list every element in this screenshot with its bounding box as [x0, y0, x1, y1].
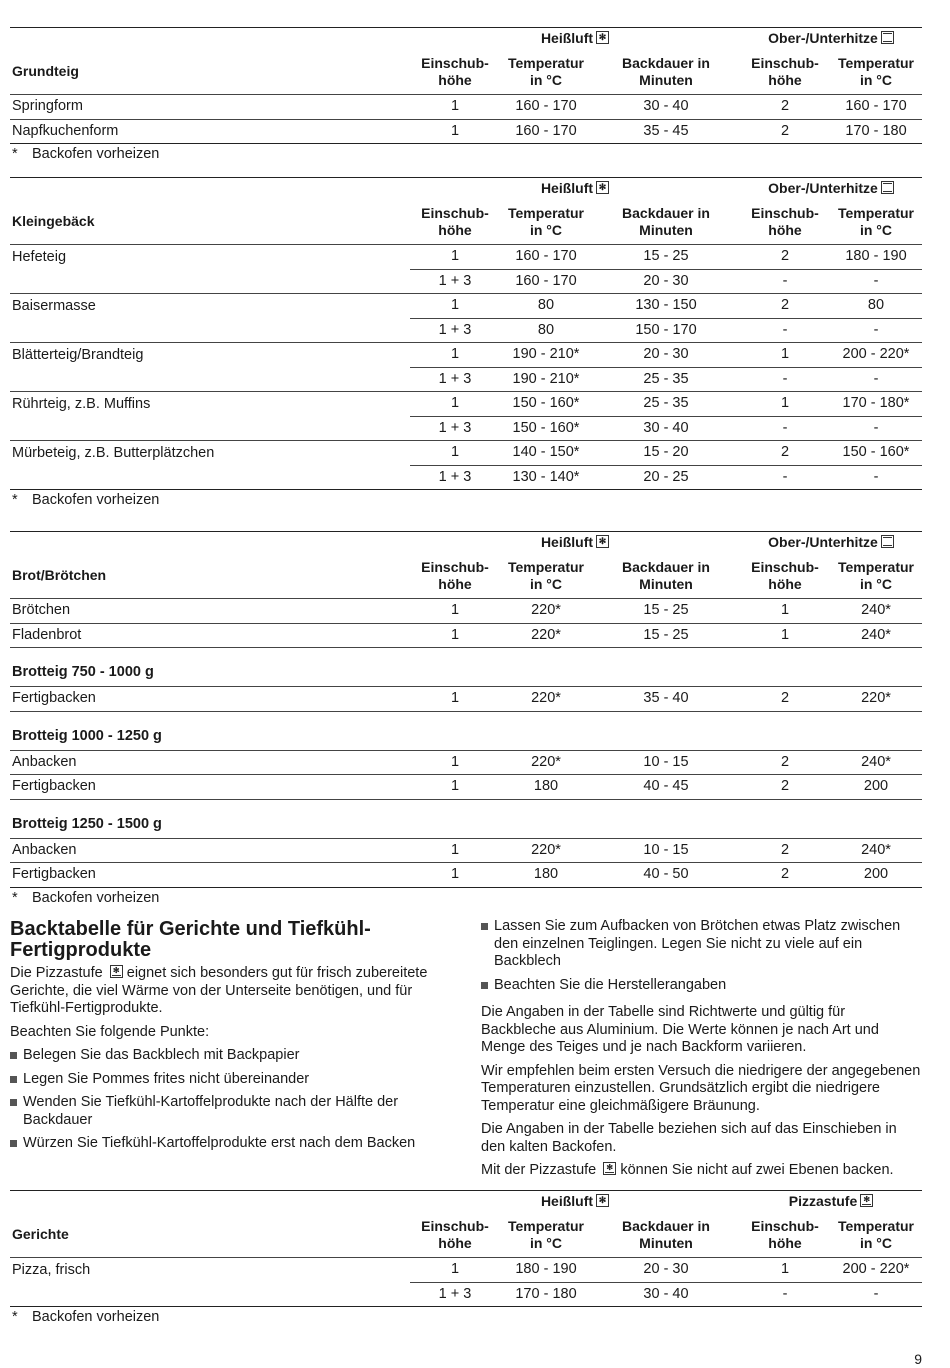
table-cell: 15 - 20 [592, 441, 740, 466]
table-cell: 20 - 30 [592, 269, 740, 294]
table-cell: - [830, 1282, 922, 1307]
table-title: Brot/Brötchen [10, 553, 410, 599]
footnote: * Backofen vorheizen [12, 146, 160, 162]
table-cell: 170 - 180 [830, 119, 922, 144]
section-heading: Brotteig 750 - 1000 g [10, 648, 922, 687]
table-row [10, 775, 922, 800]
table-brot [10, 531, 922, 906]
col-temperatur: Temperatur in °C [500, 199, 592, 245]
table-cell: 1 + 3 [410, 269, 500, 294]
table-row [10, 367, 922, 392]
table-row [10, 687, 922, 712]
table-cell: 170 - 180* [830, 392, 922, 417]
list-item: Beachten Sie die Herstellerangaben [481, 977, 923, 995]
table-cell: 10 - 15 [592, 838, 740, 863]
table-cell: 15 - 25 [643, 248, 689, 265]
group-ober-unterhitze: Ober-/Unterhitze [740, 532, 922, 554]
col-temperatur: Temperatur in °C [500, 49, 592, 95]
col-backdauer: Backdauer in Minuten [592, 553, 740, 599]
table-cell: 1 [410, 687, 500, 712]
row-label: Blätterteig/Brandteig [10, 343, 410, 368]
table-row [10, 623, 922, 648]
row-label: Fertigbacken [10, 863, 410, 888]
table-row [10, 1258, 922, 1283]
group-pizzastufe: Pizzastufe✻ [740, 1191, 922, 1213]
table-cell: 220* [500, 623, 592, 648]
table-cell: 2 [740, 750, 830, 775]
row-label: Fladenbrot [10, 623, 410, 648]
table-cell: 240* [830, 838, 922, 863]
table-title: Kleingebäck [10, 199, 410, 245]
table-cell: 1 [740, 343, 830, 368]
row-label: Mürbeteig, z.B. Butterplätzchen [10, 441, 410, 466]
col-temperatur: Temperatur in °C [830, 553, 922, 599]
table-cell: 1 [410, 775, 500, 800]
table-row [10, 441, 922, 466]
section-heading: Brotteig 1000 - 1250 g [10, 711, 922, 750]
table-cell: 150 - 160* [500, 416, 592, 441]
row-label: Rührteig, z.B. Muffins [10, 392, 410, 417]
table-cell: 2 [780, 248, 790, 265]
row-label: Springform [12, 98, 83, 115]
pizza-setting-icon [603, 1162, 616, 1175]
left-column [10, 965, 450, 1159]
table-cell: 2 [740, 119, 830, 144]
table-cell: 30 - 40 [592, 416, 740, 441]
col-einschub: Einschub- höhe [740, 49, 830, 95]
row-label: Anbacken [10, 838, 410, 863]
table-cell: - [740, 416, 830, 441]
table-row [10, 294, 922, 319]
section-title: Backtabelle für Gerichte und Tiefkühl-Fertigprodukte [10, 918, 371, 961]
table-row [10, 750, 922, 775]
list-item: Wenden Sie Tiefkühl-Kartoffelprodukte nach der Hälfte der Backdauer [10, 1094, 450, 1129]
group-heissluft: Heißluft✻ [410, 1191, 740, 1213]
fan-icon [596, 31, 609, 44]
table-cell: 1 + 3 [410, 318, 500, 343]
table-cell: 2 [780, 98, 790, 115]
table-cell: 220* [500, 750, 592, 775]
table-cell: 25 - 35 [592, 367, 740, 392]
table-cell: 1 + 3 [410, 1282, 500, 1307]
table-cell: 180 [500, 863, 592, 888]
table-cell: 30 - 40 [643, 98, 689, 115]
table-row [10, 599, 922, 624]
table-cell: 220* [500, 687, 592, 712]
paragraph: Wir empfehlen beim ersten Versuch die niedrigere der angegebenen Temperaturen einzustellen. Grundsätzlich ergibt die niedrigere Temperatur eine gleichmäßigere Bräunung. [481, 1062, 921, 1114]
table-title: Grundteig [10, 49, 410, 95]
table-cell: 15 - 25 [643, 602, 689, 619]
row-label: Napfkuchenform [10, 119, 410, 144]
table-cell: 150 - 160* [830, 441, 922, 466]
row-label [10, 269, 410, 294]
table-cell: 170 - 180 [500, 1282, 592, 1307]
table-cell: 130 - 140* [500, 465, 592, 490]
table-cell: 1 [410, 838, 500, 863]
table-cell: - [830, 318, 922, 343]
table-cell: 200 - 220* [830, 343, 922, 368]
col-backdauer: Backdauer in Minuten [592, 199, 740, 245]
table-cell: 140 - 150* [500, 441, 592, 466]
table-grundteig [10, 27, 922, 162]
list-item: Belegen Sie das Backblech mit Backpapier [10, 1047, 450, 1065]
table-cell: 220* [500, 838, 592, 863]
fan-icon [596, 1194, 609, 1207]
table-cell: 1 + 3 [410, 465, 500, 490]
table-kleingebaeck [10, 177, 922, 508]
table-cell: 25 - 35 [592, 392, 740, 417]
table-cell: 160 - 170 [515, 248, 577, 265]
list-item: Würzen Sie Tiefkühl-Kartoffelprodukte erst nach dem Backen [10, 1135, 450, 1153]
footnote: * Backofen vorheizen [12, 1309, 160, 1325]
table-cell: 2 [740, 863, 830, 888]
table-cell: 1 [410, 441, 500, 466]
table-cell: 190 - 210* [500, 367, 592, 392]
intro-paragraph: Die Pizzastufe ✻ eignet sich besonders gut für frisch zubereitete Gerichte, die viel Wärme von der Unterseite benötigen, und für Tiefkühl-Fertigprodukte. [10, 965, 450, 1018]
table-row [10, 392, 922, 417]
table-gerichte [10, 1190, 922, 1325]
table-cell: 1 [740, 623, 830, 648]
table-cell: 35 - 45 [592, 119, 740, 144]
table-cell: 20 - 25 [592, 465, 740, 490]
table-cell: 180 - 190 [515, 1261, 577, 1278]
footnote: * Backofen vorheizen [12, 889, 160, 906]
col-einschub: Einschub- höhe [740, 1212, 830, 1258]
table-title: Gerichte [10, 1212, 410, 1258]
table-cell: 200 [830, 775, 922, 800]
table-cell: 1 [450, 248, 460, 265]
pizza-setting-icon [860, 1194, 873, 1207]
table-cell: 1 [450, 602, 460, 619]
table-row [10, 245, 922, 270]
table-cell: 1 + 3 [410, 416, 500, 441]
col-einschub: Einschub- höhe [410, 49, 500, 95]
table-cell: 1 [410, 750, 500, 775]
col-temperatur: Temperatur in °C [830, 1212, 922, 1258]
table-cell: - [830, 269, 922, 294]
fan-icon [596, 535, 609, 548]
col-einschub: Einschub- höhe [740, 553, 830, 599]
row-label: Brötchen [12, 602, 71, 619]
table-cell: 1 [410, 294, 500, 319]
col-einschub: Einschub- höhe [410, 553, 500, 599]
table-cell: 2 [740, 838, 830, 863]
top-bottom-heat-icon [881, 31, 894, 44]
fan-icon [596, 181, 609, 194]
row-label [10, 1282, 410, 1307]
table-cell: 160 - 170 [515, 98, 577, 115]
col-temperatur: Temperatur in °C [500, 553, 592, 599]
table-cell: 200 [830, 863, 922, 888]
table-cell: 20 - 30 [592, 343, 740, 368]
table-cell: 160 - 170 [845, 98, 907, 115]
col-temperatur: Temperatur in °C [830, 49, 922, 95]
table-cell: - [740, 367, 830, 392]
table-cell: - [830, 416, 922, 441]
row-label [10, 465, 410, 490]
table-cell: 2 [740, 441, 830, 466]
table-row [10, 838, 922, 863]
top-bottom-heat-icon [881, 181, 894, 194]
row-label: Hefeteig [12, 248, 67, 265]
table-cell: - [740, 1282, 830, 1307]
table-row [10, 863, 922, 888]
col-einschub: Einschub- höhe [410, 199, 500, 245]
group-heissluft: Heißluft✻ [410, 178, 740, 200]
table-cell: 1 [780, 602, 790, 619]
table-cell: 35 - 40 [592, 687, 740, 712]
table-cell: 1 + 3 [410, 367, 500, 392]
row-label [10, 367, 410, 392]
table-cell: 130 - 150 [592, 294, 740, 319]
group-heissluft: Heißluft✻ [410, 28, 740, 50]
table-cell: 40 - 45 [592, 775, 740, 800]
table-cell: 1 [780, 1261, 790, 1278]
col-einschub: Einschub- höhe [410, 1212, 500, 1258]
row-label [10, 416, 410, 441]
table-cell: 80 [500, 318, 592, 343]
col-temperatur: Temperatur in °C [830, 199, 922, 245]
table-cell: 20 - 30 [643, 1261, 689, 1278]
table-cell: 15 - 25 [592, 623, 740, 648]
table-cell: 240* [861, 602, 891, 619]
table-cell: 10 - 15 [592, 750, 740, 775]
table-row [10, 1282, 922, 1307]
top-bottom-heat-icon [881, 535, 894, 548]
table-cell: - [830, 465, 922, 490]
table-row [10, 269, 922, 294]
table-row [10, 95, 922, 120]
paragraph: Mit der Pizzastufe ✻ können Sie nicht auf zwei Ebenen backen. [481, 1162, 923, 1180]
table-cell: 240* [830, 623, 922, 648]
table-cell: 2 [740, 687, 830, 712]
col-backdauer: Backdauer in Minuten [592, 1212, 740, 1258]
row-label [10, 318, 410, 343]
row-label: Pizza, frisch [12, 1261, 91, 1278]
table-cell: - [830, 367, 922, 392]
list-item: Lassen Sie zum Aufbacken von Brötchen etwas Platz zwischen den einzelnen Teiglingen. Legen Sie nicht zu viele auf ein Backblech [481, 918, 923, 971]
table-cell: - [740, 465, 830, 490]
table-cell: 150 - 170 [592, 318, 740, 343]
table-row [10, 416, 922, 441]
paragraph: Die Angaben in der Tabelle beziehen sich auf das Einschieben in den kalten Backofen. [481, 1121, 897, 1155]
table-row [10, 119, 922, 144]
table-row [10, 318, 922, 343]
group-heissluft: Heißluft✻ [410, 532, 740, 554]
note-text: Beachten Sie folgende Punkte: [10, 1023, 210, 1040]
table-cell: 80 [500, 294, 592, 319]
table-cell: 40 - 50 [592, 863, 740, 888]
paragraph: Die Angaben in der Tabelle sind Richtwerte und gültig für Backbleche aus Aluminium. Die Werte können je nach Art und Menge des Teiges und je nach Backform variieren. [481, 1004, 879, 1055]
row-label: Baisermasse [10, 294, 410, 319]
right-column [481, 918, 923, 1186]
footnote: * Backofen vorheizen [12, 492, 160, 508]
table-cell: 190 - 210* [500, 343, 592, 368]
table-cell: 180 [500, 775, 592, 800]
table-cell: 1 [410, 392, 500, 417]
row-label: Fertigbacken [10, 775, 410, 800]
table-cell: 200 - 220* [842, 1261, 910, 1278]
col-backdauer: Backdauer in Minuten [592, 49, 740, 95]
table-row [10, 343, 922, 368]
table-cell: 150 - 160* [500, 392, 592, 417]
table-cell: 1 [740, 392, 830, 417]
pizza-setting-icon [110, 965, 123, 978]
table-cell: 220* [830, 687, 922, 712]
table-cell: 180 - 190 [845, 248, 907, 265]
table-cell: - [740, 269, 830, 294]
col-einschub: Einschub- höhe [740, 199, 830, 245]
group-ober-unterhitze: Ober-/Unterhitze [740, 28, 922, 50]
table-cell: 2 [740, 294, 830, 319]
table-cell: 1 [450, 98, 460, 115]
row-label: Fertigbacken [10, 687, 410, 712]
row-label: Anbacken [10, 750, 410, 775]
table-cell: - [740, 318, 830, 343]
table-cell: 30 - 40 [592, 1282, 740, 1307]
table-cell: 1 [410, 119, 500, 144]
table-cell: 1 [450, 1261, 460, 1278]
section-heading: Brotteig 1250 - 1500 g [10, 799, 922, 838]
table-cell: 80 [830, 294, 922, 319]
table-cell: 240* [830, 750, 922, 775]
page-number: 9 [914, 1351, 922, 1367]
table-row [10, 465, 922, 490]
table-cell: 2 [740, 775, 830, 800]
table-cell: 220* [531, 602, 561, 619]
table-cell: 160 - 170 [500, 119, 592, 144]
list-item: Legen Sie Pommes frites nicht übereinander [10, 1071, 450, 1089]
table-cell: 160 - 170 [500, 269, 592, 294]
table-cell: 1 [410, 863, 500, 888]
table-cell: 1 [410, 623, 500, 648]
col-temperatur: Temperatur in °C [500, 1212, 592, 1258]
table-cell: 1 [410, 343, 500, 368]
group-ober-unterhitze: Ober-/Unterhitze [740, 178, 922, 200]
